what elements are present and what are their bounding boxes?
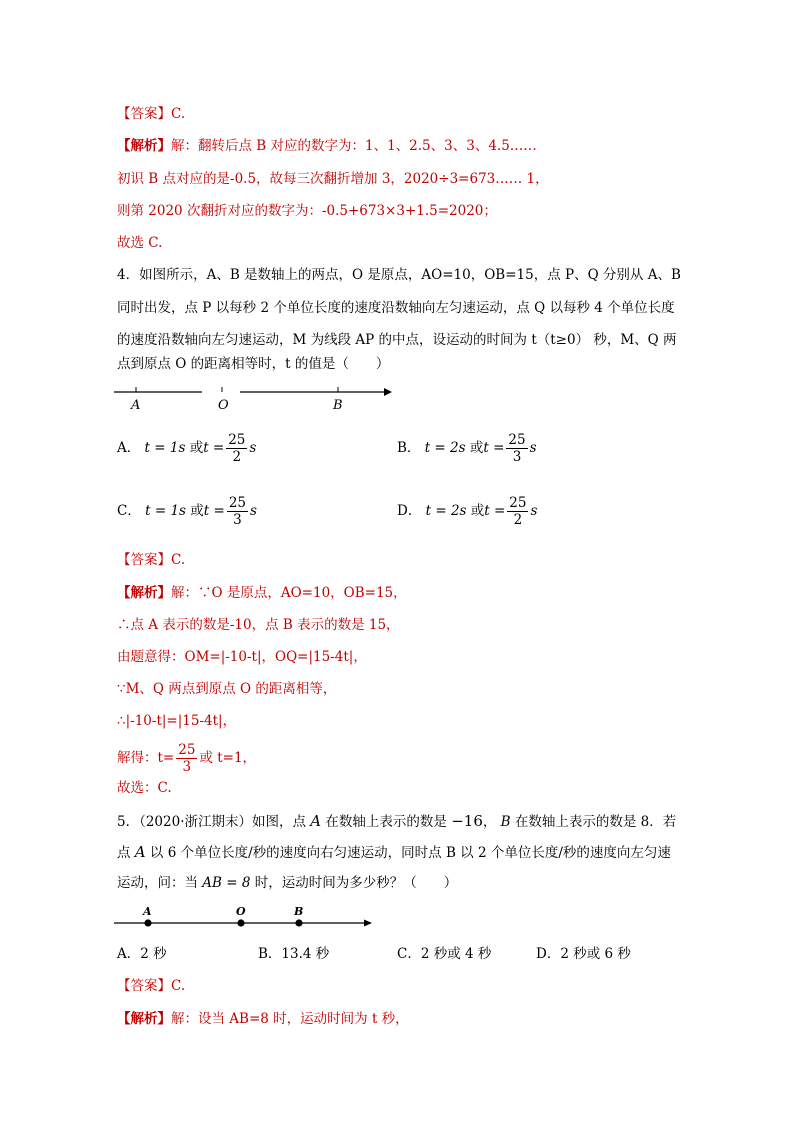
option-t1: t = 2s bbox=[425, 503, 467, 519]
option-letter: A． bbox=[117, 440, 141, 456]
stem-text: ， bbox=[482, 814, 501, 830]
fraction-num: 25 bbox=[228, 495, 246, 511]
option-t2: t = bbox=[483, 440, 505, 456]
stem-expr: AB = 8 bbox=[202, 875, 251, 891]
option-unit: s bbox=[250, 503, 257, 519]
analysis-text: 解：∵O 是原点，AO=10，OB=15， bbox=[171, 585, 407, 601]
q5-option-d: D．2 秒或 6 秒 bbox=[536, 946, 631, 962]
q4-analysis-3: 由题意得：OM=|-10-t|，OQ=|15-4t|， bbox=[117, 649, 367, 665]
q4-stem-3: 的速度沿数轴向左匀速运动，M 为线段 AP 的中点，设运动的时间为 t（t≥0） 秒，M、Q 两 bbox=[117, 332, 677, 348]
q3-analysis-2: 初识 B 点对应的是-0.5，故每三次翻折增加 3，2020÷3=673…… 1， bbox=[117, 171, 549, 187]
stem-var: B bbox=[500, 814, 511, 830]
fraction-num: 25 bbox=[508, 432, 526, 448]
stem-text: 以 6 个单位长度/秒的速度向右匀速运动，同时点 B 以 2 个单位长度/秒的速度向左匀速 bbox=[145, 845, 671, 861]
fraction-den: 2 bbox=[513, 512, 523, 528]
fraction-den: 3 bbox=[233, 512, 242, 528]
q4-analysis-2: ∴点 A 表示的数是-10，点 B 表示的数是 15， bbox=[117, 617, 400, 633]
fraction bbox=[506, 432, 527, 465]
q4-option-a bbox=[117, 432, 256, 465]
q4-number-line bbox=[114, 380, 394, 414]
analysis-label: 【解析】 bbox=[117, 138, 171, 154]
label-b: B bbox=[294, 905, 304, 918]
q3-analysis-4: 故选 C. bbox=[117, 235, 163, 251]
option-letter: C． bbox=[117, 503, 141, 519]
fraction-den: 3 bbox=[512, 449, 522, 465]
option-unit: s bbox=[530, 503, 538, 519]
q4-analysis-6: 故选：C. bbox=[117, 780, 172, 796]
option-t2: t = bbox=[484, 503, 506, 519]
analysis-text: 解：翻转后点 B 对应的数字为：1、1、2.5、3、3、4.5…… bbox=[171, 138, 537, 154]
option-letter: D． bbox=[397, 503, 422, 519]
q5-stem-1 bbox=[117, 812, 676, 831]
point-b bbox=[295, 919, 302, 926]
label-o: O bbox=[218, 398, 229, 413]
fraction-num: 25 bbox=[509, 495, 527, 511]
label-b: B bbox=[333, 398, 343, 413]
q4-option-b bbox=[397, 432, 537, 465]
stem-var: A bbox=[310, 812, 322, 830]
q5-option-a: A．2 秒 bbox=[117, 946, 167, 962]
q3-analysis-3: 则第 2020 次翻折对应的数字为：-0.5+673×3+1.5=2020； bbox=[117, 203, 497, 219]
option-t2: t = bbox=[203, 440, 225, 456]
axis-arrow bbox=[364, 920, 372, 927]
option-or: 或 bbox=[189, 440, 204, 456]
q4-analysis-5: ∴|-10-t|=|15-4t|， bbox=[117, 713, 237, 729]
stem-text: 时，运动时间为多少秒？（ ） bbox=[250, 875, 458, 891]
option-or: 或 bbox=[469, 440, 484, 456]
stem-text: 点 bbox=[117, 845, 135, 861]
fraction-num: 25 bbox=[228, 432, 246, 448]
stem-value: −16 bbox=[451, 812, 483, 830]
label-o: O bbox=[236, 905, 246, 918]
option-letter: B． bbox=[397, 440, 421, 456]
analysis-label: 【解析】 bbox=[117, 585, 171, 601]
analysis-label: 【解析】 bbox=[117, 1011, 171, 1027]
q4-analysis-1 bbox=[117, 584, 407, 602]
q5-stem-2 bbox=[117, 843, 671, 862]
solve-fraction bbox=[176, 742, 197, 775]
option-unit: s bbox=[249, 440, 257, 456]
q4-answer: 【答案】C. bbox=[117, 552, 186, 568]
fraction-num: 25 bbox=[178, 742, 196, 758]
q5-option-c: C．2 秒或 4 秒 bbox=[397, 946, 492, 962]
option-t2: t = bbox=[203, 503, 225, 519]
q4-stem-4: 点到原点 O 的距离相等时，t 的值是（ ） bbox=[117, 356, 390, 372]
label-a: A bbox=[143, 905, 152, 918]
q5-stem-3 bbox=[117, 874, 457, 892]
axis-arrow bbox=[384, 388, 392, 396]
fraction bbox=[227, 495, 248, 528]
fraction bbox=[226, 432, 247, 465]
solve-suffix: 或 t=1， bbox=[199, 750, 257, 766]
q4-stem-2: 同时出发，点 P 以每秒 2 个单位长度的速度沿数轴向左匀速运动，点 Q 以每秒 4 个单位长度 bbox=[117, 300, 675, 316]
q4-option-d bbox=[397, 495, 537, 528]
q3-answer: 【答案】C. bbox=[117, 106, 186, 122]
q4-stem-1: 4．如图所示，A、B 是数轴上的两点，O 是原点，AO=10，OB=15，点 P、Q 分别从 A、B bbox=[117, 267, 681, 283]
q4-analysis-4: ∵M、Q 两点到原点 O 的距离相等， bbox=[117, 681, 337, 697]
stem-text: 5．（2020·浙江期末）如图，点 bbox=[117, 814, 311, 830]
fraction bbox=[507, 495, 528, 528]
q5-number-line bbox=[114, 904, 376, 932]
point-o bbox=[237, 919, 244, 926]
analysis-text: 解：设当 AB=8 时，运动时间为 t 秒， bbox=[171, 1011, 409, 1027]
option-or: 或 bbox=[190, 503, 204, 519]
q4-analysis-solve bbox=[117, 742, 256, 775]
option-t1: t = 1s bbox=[145, 503, 186, 519]
q3-analysis-1 bbox=[117, 137, 537, 155]
stem-text: 在数轴上表示的数是 bbox=[321, 814, 452, 830]
solve-prefix: 解得：t= bbox=[117, 750, 175, 766]
option-t1: t = 2s bbox=[424, 440, 466, 456]
fraction-den: 3 bbox=[182, 759, 192, 775]
point-a bbox=[144, 919, 151, 926]
stem-text: 运动，问：当 bbox=[117, 875, 203, 891]
option-or: 或 bbox=[470, 503, 485, 519]
stem-var: A bbox=[134, 843, 146, 861]
q5-option-b: B．13.4 秒 bbox=[258, 946, 330, 962]
fraction-den: 2 bbox=[232, 449, 242, 465]
label-a: A bbox=[131, 398, 141, 413]
stem-text: 在数轴上表示的数是 8．若 bbox=[510, 814, 677, 830]
option-unit: s bbox=[529, 440, 537, 456]
q4-option-c bbox=[117, 495, 257, 528]
q5-answer: 【答案】C. bbox=[117, 978, 186, 994]
option-t1: t = 1s bbox=[144, 440, 186, 456]
q5-analysis-1 bbox=[117, 1010, 409, 1028]
